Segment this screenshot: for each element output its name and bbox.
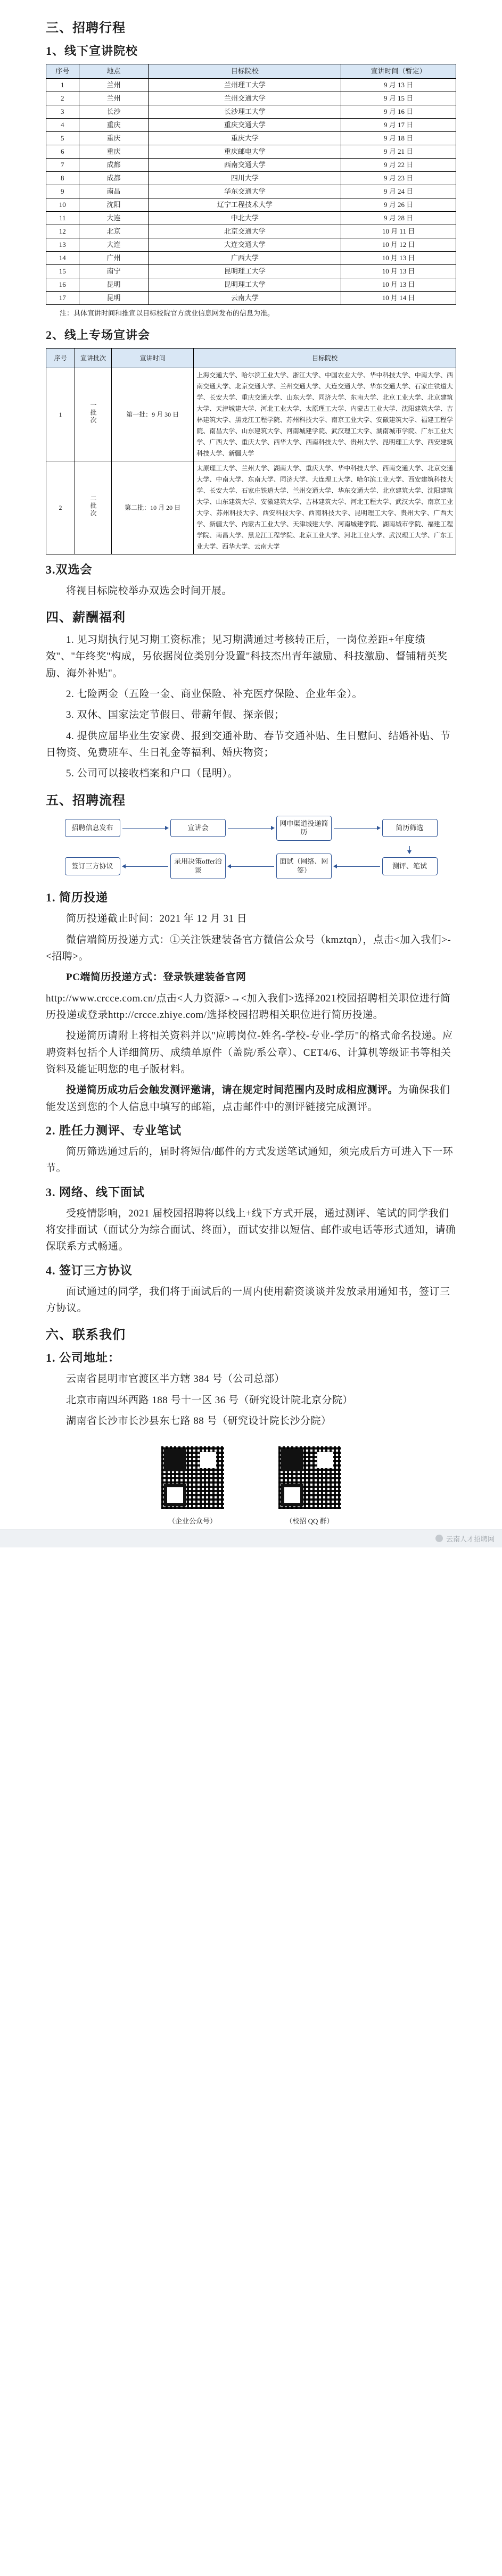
cell-location: 重庆 xyxy=(79,132,149,145)
table-row xyxy=(46,132,456,145)
qr-label-qq: （校招 QQ 群） xyxy=(285,1517,334,1526)
cell-location: 重庆 xyxy=(79,145,149,159)
watermark-label: 云南人才招聘网 xyxy=(446,1535,495,1543)
cell-no: 16 xyxy=(46,278,79,292)
competency-test-text: 简历筛选通过后的，届时将短信/邮件的方式发送笔试通知，须完成后方可进入下一环节。 xyxy=(46,1146,454,1174)
subheading-offline-campus-talks: 1、线下宣讲院校 xyxy=(46,44,138,57)
cell-location: 沈阳 xyxy=(79,198,149,212)
cell-school: 兰州交通大学 xyxy=(149,92,341,105)
section-heading-contact: 六、联系我们 xyxy=(46,1328,126,1343)
cell-time: 10 月 13 日 xyxy=(341,252,456,265)
address-beijing: 北京市南四环西路 188 号十一区 36 号（研究设计院北京分院） xyxy=(66,1394,353,1406)
cell-location: 大连 xyxy=(79,212,149,225)
cell-no: 12 xyxy=(46,225,79,238)
resume-naming-text: 投递简历请附上将相关资料并以"应聘岗位-姓名-学校-专业-学历"的格式命名投递。应聘资料包括个人详细简历、成绩单原件（盖院/系公章）、CET4/6、计算机等级证书等相关资料及能证明您的电子版材料。 xyxy=(46,1030,453,1075)
welfare-item: 2. 七险两金（五险一金、商业保险、补充医疗保险、企业年金）。 xyxy=(66,688,363,700)
cell-time: 9 月 22 日 xyxy=(341,159,456,172)
pc-submission-text: http://www.crcce.com.cn/点击<人力资源>→<加入我们>选择2021校园招聘相关职位进行简历投递或登录http://crcce.zhiye.com/选择校园招聘相关职位进行简历投递。 xyxy=(46,992,451,1021)
table-row xyxy=(46,159,456,172)
offline-schedule-note: 注：具体宣讲时间和推宣以目标校院官方就业信息网发布的信息为准。 xyxy=(60,309,275,317)
table-row xyxy=(46,225,456,238)
cell-no: 5 xyxy=(46,132,79,145)
welfare-item: 4. 提供应届毕业生安家费、报到交通补助、春节交通补贴、生日慰问、结婚补贴、节日物资、免费班车、生日礼金等福利、婚庆物资； xyxy=(46,730,451,758)
col-header-no: 序号 xyxy=(46,64,79,79)
cell-school: 北京交通大学 xyxy=(149,225,341,238)
cell-time: 第一批：9 月 30 日 xyxy=(112,368,194,461)
assessment-text-bold: 投递简历成功后会触发测评邀请，请在规定时间范围内及时成相应测评。 xyxy=(66,1084,399,1096)
flow-arrow-right xyxy=(228,828,274,829)
cell-time: 9 月 13 日 xyxy=(341,79,456,92)
cell-no: 6 xyxy=(46,145,79,159)
cell-school: 中北大学 xyxy=(149,212,341,225)
cell-time: 第二批：10 月 20 日 xyxy=(112,461,194,554)
table-header-row xyxy=(46,64,456,79)
subheading-company-address: 1. 公司地址： xyxy=(46,1351,121,1365)
cell-no: 13 xyxy=(46,238,79,252)
welfare-item: 5. 公司可以接收档案和户口（昆明）。 xyxy=(66,768,238,780)
cell-no: 2 xyxy=(46,461,75,554)
cell-no: 14 xyxy=(46,252,79,265)
cell-school: 昆明理工大学 xyxy=(149,278,341,292)
cell-time: 10 月 11 日 xyxy=(341,225,456,238)
flow-row-top xyxy=(65,816,438,841)
qr-code-section xyxy=(46,1443,456,1526)
cell-school: 云南大学 xyxy=(149,292,341,305)
tripartite-agreement-text: 面试通过的同学，我们将于面试后的一周内使用薪资谈谈并发放录用通知书，签订三方协议。 xyxy=(46,1286,450,1314)
table-row xyxy=(46,278,456,292)
cell-school: 重庆邮电大学 xyxy=(149,145,341,159)
flow-step-interview: 面试（网络、网签） xyxy=(276,854,332,879)
cell-time: 10 月 12 日 xyxy=(341,238,456,252)
cell-location: 成都 xyxy=(79,172,149,185)
recruitment-flow-chart xyxy=(65,816,438,880)
flow-connector-down xyxy=(65,846,438,854)
assessment-text-rest: 为确保我们能发送到您的个人信息中填写的邮箱，点击邮件中的测评链接完成测评。 xyxy=(46,1084,450,1113)
cell-time: 9 月 18 日 xyxy=(341,132,456,145)
cell-location: 大连 xyxy=(79,238,149,252)
watermark-logo-icon xyxy=(435,1535,443,1542)
table-row xyxy=(46,461,456,554)
flow-step-resume-screening: 简历筛选 xyxy=(382,819,438,837)
cell-school: 重庆交通大学 xyxy=(149,119,341,132)
flow-step-sign-agreement: 签订三方协议 xyxy=(65,857,120,875)
cell-location: 兰州 xyxy=(79,92,149,105)
flow-arrow-left xyxy=(334,866,380,867)
flow-step-offer: 录用决策offer洽谈 xyxy=(170,854,226,879)
cell-no: 4 xyxy=(46,119,79,132)
qr-code-image xyxy=(275,1443,344,1512)
welfare-item: 3. 双休、国家法定节假日、带薪年假、探亲假； xyxy=(66,709,285,721)
cell-schools: 上海交通大学、哈尔滨工业大学、浙江大学、中国农业大学、华中科技大学、中南大学、西南交通大学、北京交通大学、兰州交通大学、大连交通大学、华东交通大学、石家庄铁道大学、长安大学、重庆交通大学、山东大学、同济大学、东南大学、北京工业大学、北京建筑大学、天津城建大学、河北工业大学、太原理工大学、内蒙古工业大学、沈阳建筑大学、吉林建筑大学、黑龙江工程学院、苏州科技大学、南京工业大学、安徽建筑大学、福建工程学院、南昌大学、山东建筑大学、河南城建学院、武汉理工大学、湖南城市学院、广东工业大学、广西大学、重庆大学、西华大学、西南科技大学、贵州大学、昆明理工大学、西安建筑科技大学、新疆大学 xyxy=(194,368,456,461)
flow-step-campus-talk: 宣讲会 xyxy=(170,819,226,837)
section-heading-welfare: 四、薪酬福利 xyxy=(46,610,126,625)
cell-time: 9 月 21 日 xyxy=(341,145,456,159)
flow-step-announcement: 招聘信息发布 xyxy=(65,819,120,837)
offline-schedule-table xyxy=(46,64,456,305)
cell-no: 1 xyxy=(46,368,75,461)
welfare-item: 1. 见习期执行见习期工资标准；见习期满通过考核转正后，一岗位差距+年度绩效"、"年终奖"构成，另依据岗位类别分设置"科技杰出青年激励、科技激励、督铺精英奖励、海外补贴"。 xyxy=(46,634,448,679)
cell-location: 南昌 xyxy=(79,185,149,198)
welfare-list xyxy=(46,632,456,782)
col-header-location: 地点 xyxy=(79,64,149,79)
cell-time: 10 月 13 日 xyxy=(341,265,456,278)
qr-cell-wechat xyxy=(158,1443,227,1526)
wechat-submission-text: 微信端简历投递方式：①关注铁建装备官方微信公众号（kmztqn），点击<加入我们>-<招聘>。 xyxy=(46,934,451,962)
subheading-resume-submission: 1. 简历投递 xyxy=(46,891,109,905)
cell-batch: 二批次 xyxy=(75,461,111,554)
cell-time: 9 月 17 日 xyxy=(341,119,456,132)
table-row xyxy=(46,198,456,212)
col-header-school: 目标院校 xyxy=(149,64,341,79)
cell-school: 辽宁工程技术大学 xyxy=(149,198,341,212)
cell-school: 重庆大学 xyxy=(149,132,341,145)
col-header-no: 序号 xyxy=(46,348,75,368)
table-row xyxy=(46,252,456,265)
flow-row-bottom xyxy=(65,854,438,879)
interview-text: 受疫情影响，2021 届校园招聘将以线上+线下方式开展，通过测评、笔试的同学我们将安排面试（面试分为综合面试、终面），面试安排以短信、邮件或电话等形式通知，请确保联系方式畅通。 xyxy=(46,1207,456,1253)
cell-school: 兰州理工大学 xyxy=(149,79,341,92)
cell-school: 四川大学 xyxy=(149,172,341,185)
col-header-batch: 宣讲批次 xyxy=(75,348,111,368)
cell-no: 7 xyxy=(46,159,79,172)
cell-time: 9 月 16 日 xyxy=(341,105,456,119)
col-header-time: 宣讲时间 xyxy=(112,348,194,368)
cell-location: 成都 xyxy=(79,159,149,172)
assessment-text xyxy=(46,1082,456,1115)
col-header-schools: 目标院校 xyxy=(194,348,456,368)
cell-school: 大连交通大学 xyxy=(149,238,341,252)
cell-school: 华东交通大学 xyxy=(149,185,341,198)
subheading-online-talks: 2、线上专场宣讲会 xyxy=(46,328,151,342)
address-changsha: 湖南省长沙市长沙县东七路 88 号（研究设计院长沙分院） xyxy=(66,1415,332,1427)
cell-school: 昆明理工大学 xyxy=(149,265,341,278)
cell-batch: 一批次 xyxy=(75,368,111,461)
cell-no: 10 xyxy=(46,198,79,212)
watermark xyxy=(435,1534,495,1544)
subheading-competency-test: 2. 胜任力测评、专业笔试 xyxy=(46,1123,182,1137)
cell-time: 10 月 14 日 xyxy=(341,292,456,305)
cell-location: 兰州 xyxy=(79,79,149,92)
address-headquarters: 云南省昆明市官渡区半方辖 384 号（公司总部） xyxy=(66,1373,285,1385)
cell-school: 广西大学 xyxy=(149,252,341,265)
table-row xyxy=(46,265,456,278)
qr-label-wechat: （企业公众号） xyxy=(168,1517,217,1526)
cell-no: 8 xyxy=(46,172,79,185)
cell-time: 10 月 13 日 xyxy=(341,278,456,292)
footer-bar xyxy=(0,1529,502,1547)
cell-location: 昆明 xyxy=(79,292,149,305)
cell-school: 西南交通大学 xyxy=(149,159,341,172)
subheading-tripartite-agreement: 4. 签订三方协议 xyxy=(46,1263,133,1277)
table-row xyxy=(46,368,456,461)
table-row xyxy=(46,105,456,119)
table-row xyxy=(46,212,456,225)
cell-no: 9 xyxy=(46,185,79,198)
job-fair-text: 将视目标院校举办双选会时间开展。 xyxy=(66,585,233,597)
table-row xyxy=(46,119,456,132)
flow-arrow-left xyxy=(228,866,274,867)
table-row xyxy=(46,172,456,185)
qr-cell-qq xyxy=(275,1443,344,1526)
cell-no: 3 xyxy=(46,105,79,119)
cell-time: 9 月 28 日 xyxy=(341,212,456,225)
cell-no: 1 xyxy=(46,79,79,92)
flow-arrow-right xyxy=(334,828,380,829)
pc-submission-lead: PC端简历投递方式：登录铁建装备官网 xyxy=(66,972,246,983)
cell-location: 北京 xyxy=(79,225,149,238)
flow-arrow-right xyxy=(122,828,169,829)
col-header-time: 宣讲时间（暂定） xyxy=(341,64,456,79)
flow-step-test: 测评、笔试 xyxy=(382,857,438,875)
table-header-row xyxy=(46,348,456,368)
cell-location: 南宁 xyxy=(79,265,149,278)
cell-no: 2 xyxy=(46,92,79,105)
table-row xyxy=(46,292,456,305)
table-row xyxy=(46,185,456,198)
table-row xyxy=(46,145,456,159)
cell-time: 9 月 26 日 xyxy=(341,198,456,212)
cell-no: 11 xyxy=(46,212,79,225)
table-row xyxy=(46,79,456,92)
cell-time: 9 月 23 日 xyxy=(341,172,456,185)
section-heading-process: 五、招聘流程 xyxy=(46,793,126,808)
cell-school: 长沙理工大学 xyxy=(149,105,341,119)
resume-deadline-text: 简历投递截止时间：2021 年 12 月 31 日 xyxy=(66,913,248,925)
table-row xyxy=(46,92,456,105)
cell-location: 广州 xyxy=(79,252,149,265)
cell-location: 长沙 xyxy=(79,105,149,119)
online-schedule-table xyxy=(46,348,456,554)
cell-time: 9 月 24 日 xyxy=(341,185,456,198)
flow-arrow-left xyxy=(122,866,169,867)
cell-location: 昆明 xyxy=(79,278,149,292)
table-row xyxy=(46,238,456,252)
cell-time: 9 月 15 日 xyxy=(341,92,456,105)
cell-no: 17 xyxy=(46,292,79,305)
cell-location: 重庆 xyxy=(79,119,149,132)
flow-step-submit-resume: 网申渠道投递简历 xyxy=(276,816,332,841)
qr-code-image xyxy=(158,1443,227,1512)
section-heading-itinerary: 三、招聘行程 xyxy=(46,21,126,35)
subheading-job-fair: 3.双选会 xyxy=(46,562,93,576)
subheading-interview: 3. 网络、线下面试 xyxy=(46,1185,145,1199)
cell-schools: 太原理工大学、兰州大学、湖南大学、重庆大学、华中科技大学、西南交通大学、北京交通大学、中南大学、东南大学、同济大学、大连理工大学、哈尔滨工业大学、西安建筑科技大学、长安大学、石家庄铁道大学、兰州交通大学、华东交通大学、北京建筑大学、沈阳建筑大学、山东建筑大学、安徽建筑大学、吉林建筑大学、河北工程大学、武汉大学、南京工业大学、苏州科技大学、西安科技大学、西南科技大学、昆明理工大学、贵州大学、广西大学、新疆大学、内蒙古工业大学、天津城建大学、河南城建学院、湖南城市学院、福建工程学院、南昌大学、黑龙江工程学院、北京工业大学、河北工业大学、武汉理工大学、广东工业大学、西华大学、云南大学 xyxy=(194,461,456,554)
cell-no: 15 xyxy=(46,265,79,278)
